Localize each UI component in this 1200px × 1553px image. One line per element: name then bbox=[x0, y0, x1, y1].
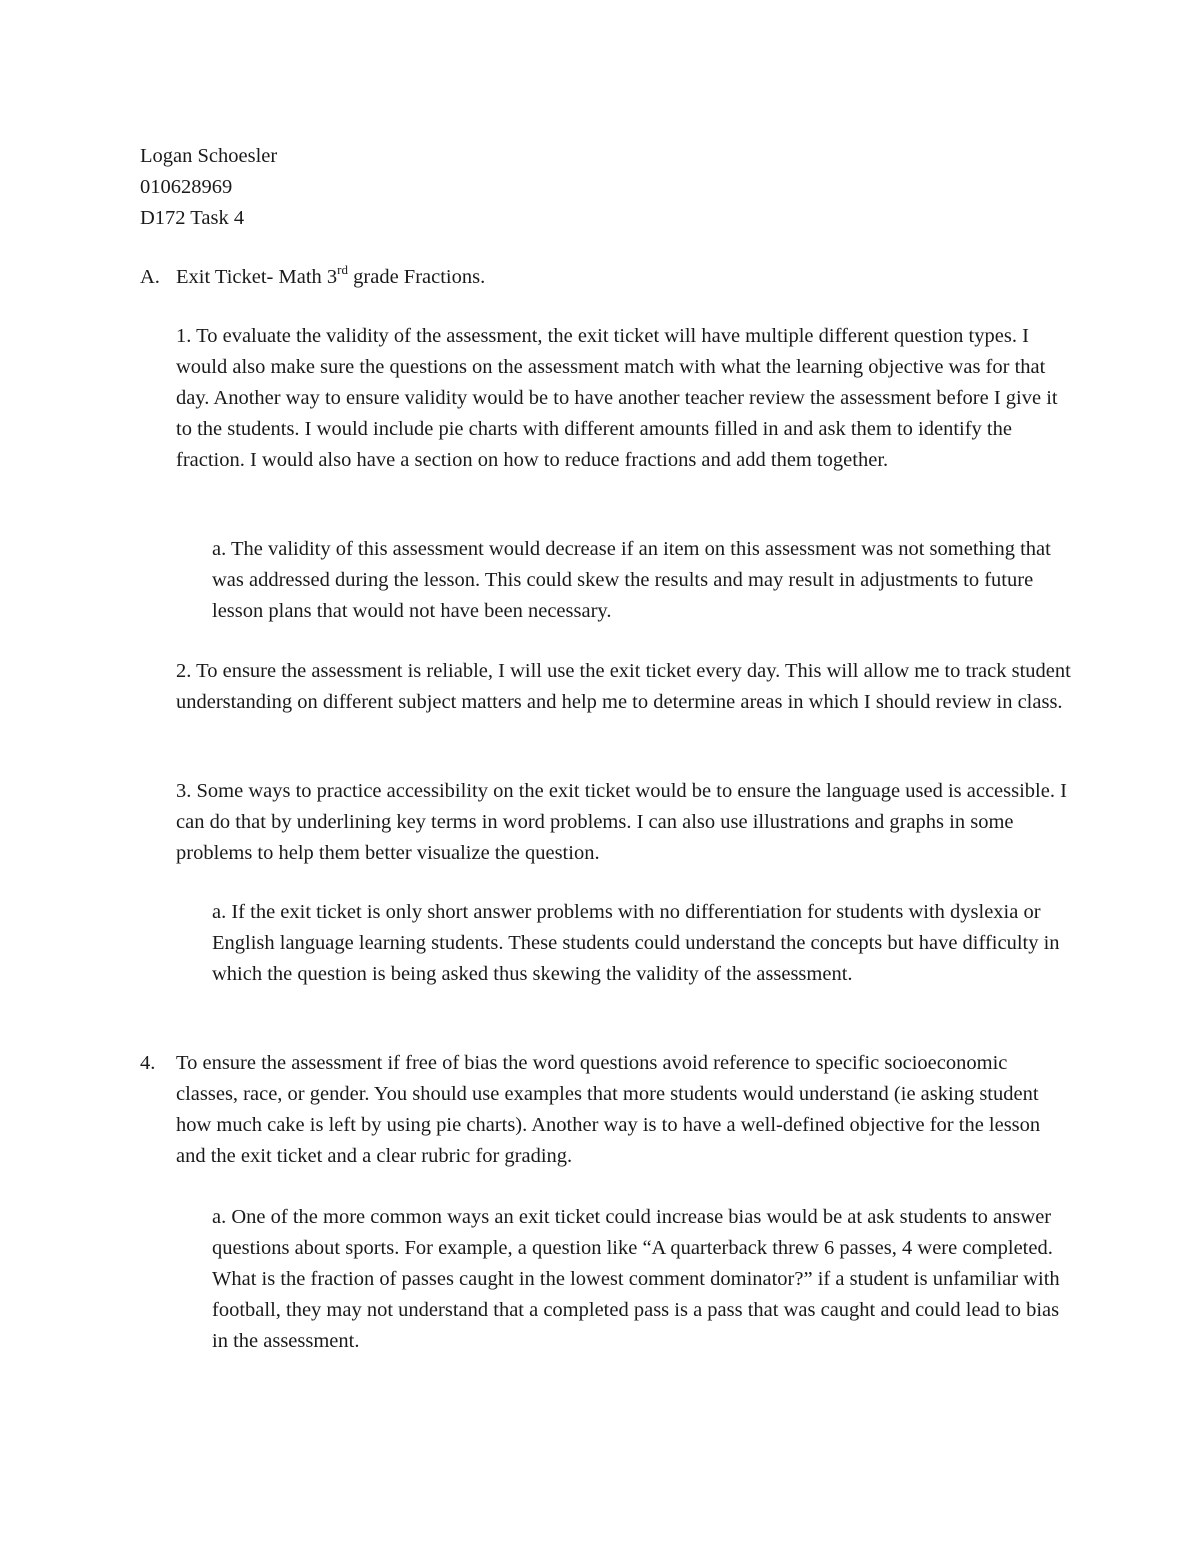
paragraph-1a: a. The validity of this assessment would decrease if an item on this assessment was not something that was addressed during the lesson. This could skew the results and may result in adjustments to future lesson plans that would not have been necessary. bbox=[212, 538, 1051, 622]
author-name: Logan Schoesler bbox=[140, 145, 278, 167]
paragraph-2: 2. To ensure the assessment is reliable, I will use the exit ticket every day. This will allow me to track student understanding on different subject matters and help me to determine areas in which I should review in class. bbox=[176, 660, 1071, 713]
paragraph-3a: a. If the exit ticket is only short answer problems with no differentiation for students with dyslexia or English language learning students. These students could understand the concepts but have difficulty in which the question is being asked thus skewing the validity of the assessment. bbox=[212, 901, 1060, 985]
section-a-title-post: grade Fractions. bbox=[348, 266, 486, 288]
section-a-title-sup: rd bbox=[337, 262, 349, 278]
section-a-title-pre: Exit Ticket- Math 3 bbox=[176, 266, 338, 288]
paragraph-4-number: 4. bbox=[140, 1052, 156, 1074]
section-a-label: A. bbox=[140, 266, 160, 288]
paragraph-4a: a. One of the more common ways an exit ticket could increase bias would be at ask students to answer questions about sports. For example, a question like “A quarterback threw 6 passes, 4 were completed. What is the fraction of passes caught in the lowest comment dominator?” if a student is unfamiliar with football, they may not understand that a completed pass is a pass that was caught and could lead to bias in the assessment. bbox=[212, 1206, 1060, 1352]
paragraph-3: 3. Some ways to practice accessibility on the exit ticket would be to ensure the language used is accessible. I can do that by underlining key terms in word problems. I can also use illustrations and graphs in some problems to help them better visualize the question. bbox=[176, 780, 1067, 864]
student-id: 010628969 bbox=[140, 176, 233, 198]
paragraph-1: 1. To evaluate the validity of the assessment, the exit ticket will have multiple different question types. I would also make sure the questions on the assessment match with what the learning objective was for that day. Another way to ensure validity would be to have another teacher review the assessment before I give it to the students. I would include pie charts with different amounts filled in and ask them to identify the fraction. I would also have a section on how to reduce fractions and add them together. bbox=[176, 325, 1058, 471]
section-a-heading bbox=[140, 262, 485, 293]
paragraph-4 bbox=[140, 1048, 1070, 1172]
paragraph-4-text: To ensure the assessment if free of bias the word questions avoid reference to specific socioeconomic classes, race, or gender. You should use examples that more students would understand (ie asking student how much cake is left by using pie charts). Another way is to have a well-defined objective for the lesson and the exit ticket and a clear rubric for grading. bbox=[176, 1052, 1041, 1167]
course-task: D172 Task 4 bbox=[140, 207, 245, 229]
